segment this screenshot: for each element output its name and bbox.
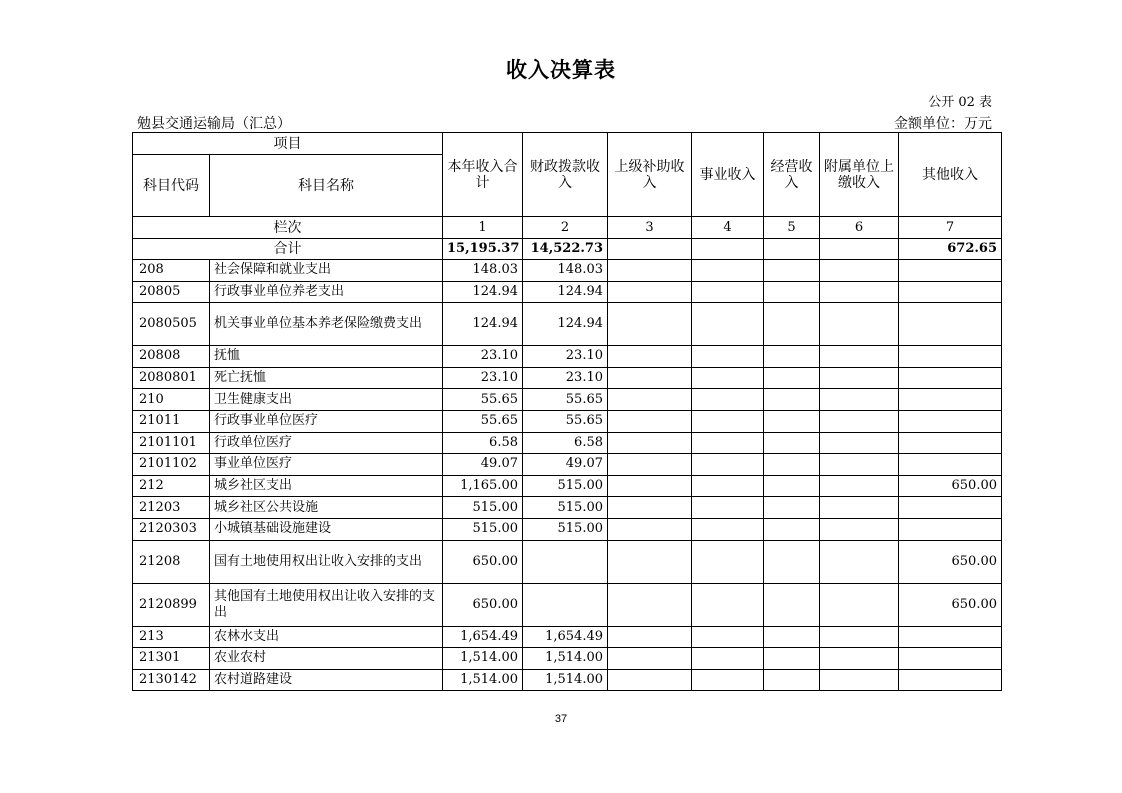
header-name: 科目名称 bbox=[210, 155, 443, 217]
row-code: 21208 bbox=[133, 540, 210, 583]
row-col6 bbox=[820, 669, 899, 691]
table-row bbox=[133, 540, 1002, 583]
row-code: 20808 bbox=[133, 346, 210, 368]
index-2: 2 bbox=[523, 217, 608, 239]
row-col3 bbox=[608, 626, 692, 648]
table-row bbox=[133, 389, 1002, 411]
row-col5 bbox=[764, 454, 820, 476]
row-col4 bbox=[692, 454, 764, 476]
header-col2: 财政拨款收入 bbox=[523, 133, 608, 217]
row-col3 bbox=[608, 367, 692, 389]
row-col5 bbox=[764, 540, 820, 583]
form-number: 公开 02 表 bbox=[928, 95, 992, 110]
row-code: 21203 bbox=[133, 497, 210, 519]
row-col4 bbox=[692, 410, 764, 432]
row-col6 bbox=[820, 648, 899, 670]
row-col3 bbox=[608, 410, 692, 432]
row-col2: 148.03 bbox=[523, 260, 608, 282]
row-col2: 55.65 bbox=[523, 389, 608, 411]
row-col7 bbox=[899, 303, 1002, 346]
table-row bbox=[133, 260, 1002, 282]
total-col1: 15,195.37 bbox=[443, 239, 523, 260]
row-col5 bbox=[764, 410, 820, 432]
row-name: 死亡抚恤 bbox=[210, 367, 443, 389]
header-project: 项目 bbox=[133, 133, 443, 155]
row-col6 bbox=[820, 497, 899, 519]
row-col4 bbox=[692, 648, 764, 670]
row-col6 bbox=[820, 475, 899, 497]
row-name: 机关事业单位基本养老保险缴费支出 bbox=[210, 303, 443, 346]
row-col4 bbox=[692, 583, 764, 626]
row-name: 城乡社区支出 bbox=[210, 475, 443, 497]
row-col3 bbox=[608, 669, 692, 691]
row-col5 bbox=[764, 346, 820, 368]
row-code: 2120303 bbox=[133, 518, 210, 540]
row-col5 bbox=[764, 389, 820, 411]
row-name: 行政事业单位养老支出 bbox=[210, 281, 443, 303]
row-col3 bbox=[608, 389, 692, 411]
row-name: 农业农村 bbox=[210, 648, 443, 670]
row-col2: 23.10 bbox=[523, 346, 608, 368]
row-col1: 1,165.00 bbox=[443, 475, 523, 497]
row-name: 国有土地使用权出让收入安排的支出 bbox=[210, 540, 443, 583]
row-col2: 49.07 bbox=[523, 454, 608, 476]
table-row bbox=[133, 410, 1002, 432]
row-code: 212 bbox=[133, 475, 210, 497]
row-col2: 515.00 bbox=[523, 497, 608, 519]
row-col5 bbox=[764, 648, 820, 670]
row-col6 bbox=[820, 540, 899, 583]
row-col1: 515.00 bbox=[443, 497, 523, 519]
table-row bbox=[133, 648, 1002, 670]
row-name: 事业单位医疗 bbox=[210, 454, 443, 476]
row-col1: 148.03 bbox=[443, 260, 523, 282]
row-col4 bbox=[692, 497, 764, 519]
table-row bbox=[133, 281, 1002, 303]
row-col4 bbox=[692, 432, 764, 454]
row-col3 bbox=[608, 518, 692, 540]
row-col2: 515.00 bbox=[523, 518, 608, 540]
row-col4 bbox=[692, 669, 764, 691]
row-col1: 49.07 bbox=[443, 454, 523, 476]
row-col2: 55.65 bbox=[523, 410, 608, 432]
income-table bbox=[132, 132, 1002, 691]
row-col6 bbox=[820, 518, 899, 540]
row-code: 213 bbox=[133, 626, 210, 648]
index-7: 7 bbox=[899, 217, 1002, 239]
table-row bbox=[133, 669, 1002, 691]
row-col1: 650.00 bbox=[443, 583, 523, 626]
header-col5: 经营收入 bbox=[764, 133, 820, 217]
row-col6 bbox=[820, 281, 899, 303]
row-col2: 1,654.49 bbox=[523, 626, 608, 648]
row-col2: 23.10 bbox=[523, 367, 608, 389]
row-col1: 1,654.49 bbox=[443, 626, 523, 648]
row-col7 bbox=[899, 497, 1002, 519]
row-col7 bbox=[899, 367, 1002, 389]
row-name: 抚恤 bbox=[210, 346, 443, 368]
total-col4 bbox=[692, 239, 764, 260]
total-col2: 14,522.73 bbox=[523, 239, 608, 260]
row-col4 bbox=[692, 260, 764, 282]
row-col6 bbox=[820, 583, 899, 626]
table-row bbox=[133, 303, 1002, 346]
table-row bbox=[133, 454, 1002, 476]
row-col3 bbox=[608, 475, 692, 497]
row-col1: 23.10 bbox=[443, 367, 523, 389]
row-col2: 124.94 bbox=[523, 281, 608, 303]
index-1: 1 bbox=[443, 217, 523, 239]
row-col1: 124.94 bbox=[443, 281, 523, 303]
row-name: 农村道路建设 bbox=[210, 669, 443, 691]
row-col1: 1,514.00 bbox=[443, 669, 523, 691]
row-col7 bbox=[899, 432, 1002, 454]
row-col4 bbox=[692, 281, 764, 303]
row-col2 bbox=[523, 583, 608, 626]
row-col5 bbox=[764, 626, 820, 648]
row-col4 bbox=[692, 389, 764, 411]
table-row bbox=[133, 518, 1002, 540]
row-col5 bbox=[764, 281, 820, 303]
row-col5 bbox=[764, 303, 820, 346]
total-col5 bbox=[764, 239, 820, 260]
total-col3 bbox=[608, 239, 692, 260]
row-col2: 515.00 bbox=[523, 475, 608, 497]
header-col1: 本年收入合计 bbox=[443, 133, 523, 217]
row-col7 bbox=[899, 648, 1002, 670]
row-name: 城乡社区公共设施 bbox=[210, 497, 443, 519]
row-col7 bbox=[899, 669, 1002, 691]
row-col4 bbox=[692, 346, 764, 368]
total-col6 bbox=[820, 239, 899, 260]
row-col5 bbox=[764, 669, 820, 691]
row-col3 bbox=[608, 260, 692, 282]
row-col6 bbox=[820, 626, 899, 648]
row-col3 bbox=[608, 303, 692, 346]
row-col7 bbox=[899, 260, 1002, 282]
total-row-label: 合计 bbox=[133, 239, 443, 260]
table-row bbox=[133, 626, 1002, 648]
row-col5 bbox=[764, 367, 820, 389]
table-row bbox=[133, 583, 1002, 626]
row-name: 农林水支出 bbox=[210, 626, 443, 648]
row-col1: 6.58 bbox=[443, 432, 523, 454]
row-col1: 55.65 bbox=[443, 389, 523, 411]
row-col1: 23.10 bbox=[443, 346, 523, 368]
row-name: 卫生健康支出 bbox=[210, 389, 443, 411]
table-row bbox=[133, 497, 1002, 519]
header-col7: 其他收入 bbox=[899, 133, 1002, 217]
row-col3 bbox=[608, 648, 692, 670]
header-col6: 附属单位上缴收入 bbox=[820, 133, 899, 217]
row-col1: 55.65 bbox=[443, 410, 523, 432]
row-code: 2080505 bbox=[133, 303, 210, 346]
index-5: 5 bbox=[764, 217, 820, 239]
row-col5 bbox=[764, 432, 820, 454]
table-row bbox=[133, 475, 1002, 497]
row-name: 社会保障和就业支出 bbox=[210, 260, 443, 282]
row-code: 2080801 bbox=[133, 367, 210, 389]
row-col2: 124.94 bbox=[523, 303, 608, 346]
row-col5 bbox=[764, 583, 820, 626]
row-code: 2101101 bbox=[133, 432, 210, 454]
row-col3 bbox=[608, 281, 692, 303]
row-col3 bbox=[608, 497, 692, 519]
row-col3 bbox=[608, 540, 692, 583]
row-name: 行政事业单位医疗 bbox=[210, 410, 443, 432]
row-col4 bbox=[692, 518, 764, 540]
header-col3: 上级补助收入 bbox=[608, 133, 692, 217]
row-col5 bbox=[764, 518, 820, 540]
row-col4 bbox=[692, 626, 764, 648]
row-col2 bbox=[523, 540, 608, 583]
row-code: 20805 bbox=[133, 281, 210, 303]
row-col3 bbox=[608, 346, 692, 368]
index-4: 4 bbox=[692, 217, 764, 239]
row-col7 bbox=[899, 454, 1002, 476]
row-col5 bbox=[764, 260, 820, 282]
row-col6 bbox=[820, 260, 899, 282]
row-col6 bbox=[820, 367, 899, 389]
row-col6 bbox=[820, 303, 899, 346]
row-col2: 1,514.00 bbox=[523, 648, 608, 670]
row-col7 bbox=[899, 518, 1002, 540]
row-col2: 6.58 bbox=[523, 432, 608, 454]
row-code: 2120899 bbox=[133, 583, 210, 626]
row-name: 小城镇基础设施建设 bbox=[210, 518, 443, 540]
page-title: 收入决算表 bbox=[506, 58, 616, 82]
total-col7: 672.65 bbox=[899, 239, 1002, 260]
row-col5 bbox=[764, 475, 820, 497]
header-col4: 事业收入 bbox=[692, 133, 764, 217]
row-code: 208 bbox=[133, 260, 210, 282]
row-col1: 650.00 bbox=[443, 540, 523, 583]
index-3: 3 bbox=[608, 217, 692, 239]
amount-unit: 金额单位：万元 bbox=[894, 116, 992, 132]
row-code: 21301 bbox=[133, 648, 210, 670]
row-col7 bbox=[899, 626, 1002, 648]
table-row bbox=[133, 346, 1002, 368]
row-col6 bbox=[820, 454, 899, 476]
row-col7 bbox=[899, 410, 1002, 432]
row-col6 bbox=[820, 410, 899, 432]
row-col6 bbox=[820, 389, 899, 411]
row-col6 bbox=[820, 432, 899, 454]
row-code: 21011 bbox=[133, 410, 210, 432]
row-col3 bbox=[608, 583, 692, 626]
row-col4 bbox=[692, 475, 764, 497]
row-name: 行政单位医疗 bbox=[210, 432, 443, 454]
index-6: 6 bbox=[820, 217, 899, 239]
index-row-label: 栏次 bbox=[133, 217, 443, 239]
row-code: 210 bbox=[133, 389, 210, 411]
row-col5 bbox=[764, 497, 820, 519]
row-name: 其他国有土地使用权出让收入安排的支出 bbox=[210, 583, 443, 626]
page-number: 37 bbox=[554, 713, 568, 725]
row-col3 bbox=[608, 454, 692, 476]
organization-name: 勉县交通运输局（汇总） bbox=[137, 116, 291, 132]
row-col4 bbox=[692, 303, 764, 346]
row-col1: 515.00 bbox=[443, 518, 523, 540]
row-col1: 124.94 bbox=[443, 303, 523, 346]
row-col3 bbox=[608, 432, 692, 454]
row-col7: 650.00 bbox=[899, 583, 1002, 626]
row-code: 2101102 bbox=[133, 454, 210, 476]
table-row bbox=[133, 367, 1002, 389]
row-col7 bbox=[899, 281, 1002, 303]
row-col7 bbox=[899, 346, 1002, 368]
row-col4 bbox=[692, 540, 764, 583]
table-row bbox=[133, 432, 1002, 454]
row-col1: 1,514.00 bbox=[443, 648, 523, 670]
row-col7: 650.00 bbox=[899, 475, 1002, 497]
row-col4 bbox=[692, 367, 764, 389]
row-col2: 1,514.00 bbox=[523, 669, 608, 691]
row-col7: 650.00 bbox=[899, 540, 1002, 583]
row-col6 bbox=[820, 346, 899, 368]
row-code: 2130142 bbox=[133, 669, 210, 691]
row-col7 bbox=[899, 389, 1002, 411]
header-code: 科目代码 bbox=[133, 155, 210, 217]
